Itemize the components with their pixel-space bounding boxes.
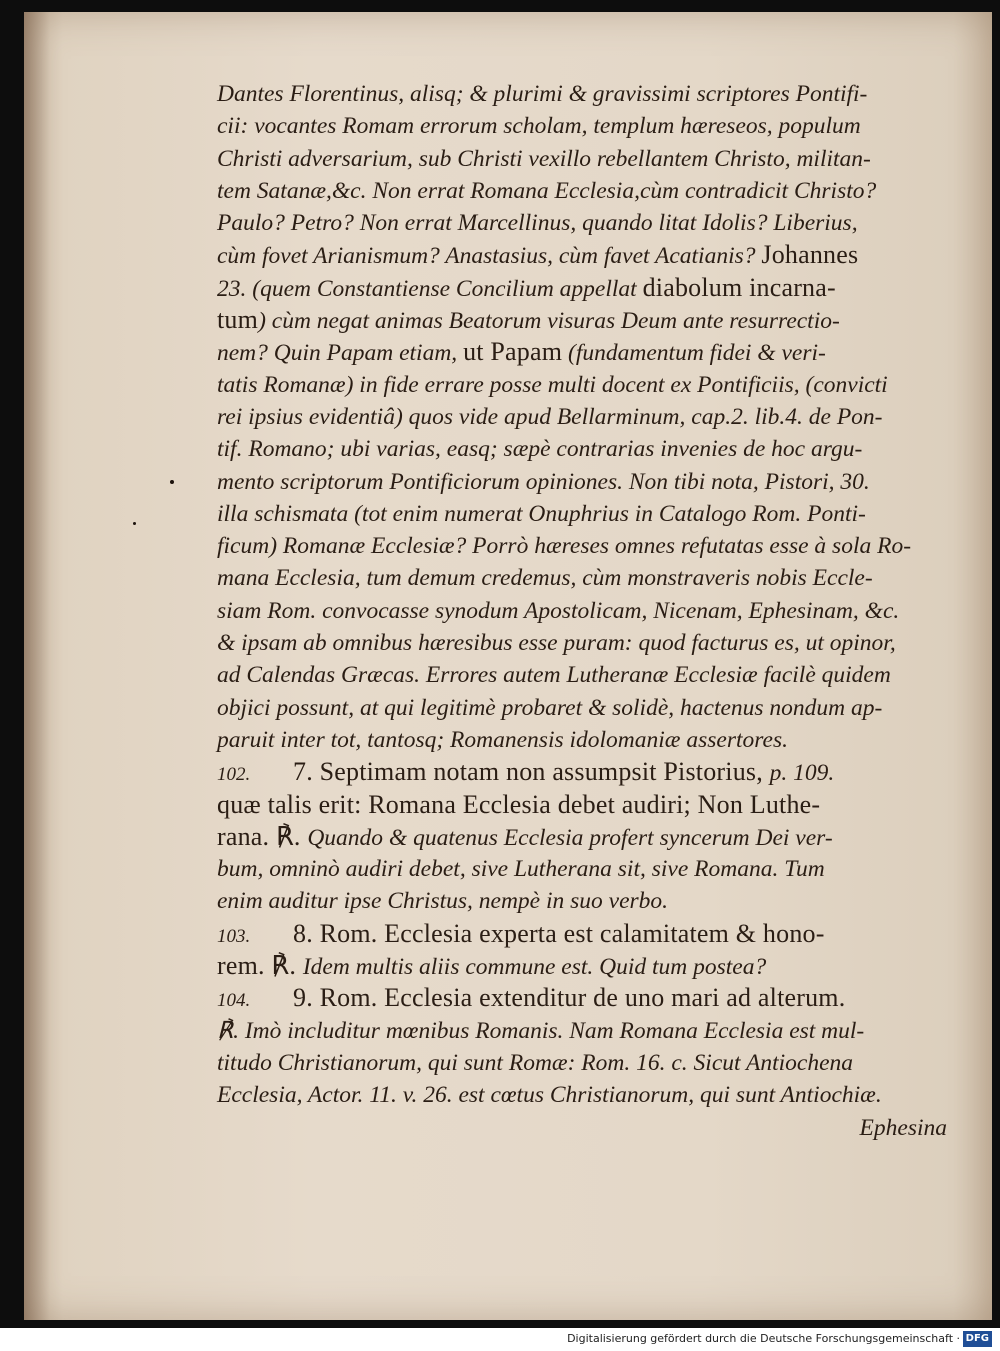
italic-text: ficum) Romanæ Ecclesiæ? Porrò hæreses omnes refutatas esse à sola Ro- <box>217 533 912 560</box>
paragraph-number: 102. <box>217 764 251 786</box>
italic-text: ℟. Imò includitur mœnibus Romanis. Nam Romana Ecclesia est mul- <box>217 1017 865 1044</box>
text-line <box>217 466 947 498</box>
text-line <box>217 659 947 691</box>
italic-text: Christi adversarium, sub Christi vexillo rebellantem Christo, militan- <box>217 145 871 172</box>
italic-text: p. 109. <box>769 760 835 787</box>
italic-text: ad Calendas Græcas. Errores autem Lutheranæ Ecclesiæ facilè quidem <box>217 662 891 689</box>
italic-text: bum, omninò audiri debet, sive Lutherana sit, sive Romana. Tum <box>217 856 825 883</box>
italic-text: cùm fovet Arianismum? Anastasius, cùm favet Acatianis? <box>217 243 762 270</box>
text-line <box>217 143 947 175</box>
italic-text: siam Rom. convocasse synodum Apostolicam, Nicenam, Ephesinam, &c. <box>217 597 900 624</box>
text-line <box>217 885 947 917</box>
roman-text: quæ talis erit: Romana Ecclesia debet audiri; Non Luthe- <box>217 789 821 819</box>
text-line <box>217 692 947 724</box>
ink-speck <box>170 480 174 484</box>
text-line <box>217 918 947 950</box>
text-line <box>217 304 947 336</box>
paragraph-number: 104. <box>217 990 251 1012</box>
text-line <box>217 1079 947 1111</box>
text-line <box>217 369 947 401</box>
italic-text: cii: vocantes Romam errorum scholam, templum hæreseos, populum <box>217 113 861 140</box>
italic-text: (fundamentum fidei & veri- <box>562 340 826 367</box>
paragraph-number: 103. <box>217 925 251 947</box>
italic-text: Paulo? Petro? Non errat Marcellinus, quando litat Idolis? Liberius, <box>217 210 858 237</box>
roman-text: ut Papam <box>463 337 563 367</box>
italic-text: mento scriptorum Pontificiorum opiniones. Non tibi nota, Pistori, 30. <box>217 468 870 495</box>
footer-credit: Digitalisierung gefördert durch die Deutsche Forschungsgemeinschaft · <box>567 1332 960 1345</box>
italic-text: tatis Romanæ) in fide errare posse multi docent ex Pontificiis, (convicti <box>217 371 888 398</box>
roman-text: 9. Rom. Ecclesia extenditur de uno mari ad alterum. <box>293 983 846 1013</box>
text-line <box>217 1047 947 1079</box>
roman-text: 8. Rom. Ecclesia experta est calamitatem & hono- <box>293 918 825 948</box>
roman-text: diabolum incarna- <box>642 272 836 302</box>
italic-text: & ipsam ab omnibus hæresibus esse puram: quod facturus es, ut opinor, <box>217 630 896 657</box>
text-line <box>217 950 947 982</box>
text-line <box>217 853 947 885</box>
italic-text: objici possunt, at qui legitimè probaret & solidè, hactenus nondum ap- <box>217 694 883 721</box>
italic-text: titudo Christianorum, qui sunt Romæ: Rom. 16. c. Sicut Antiochena <box>217 1049 854 1076</box>
italic-text: 23. (quem Constantiense Concilium appellat <box>217 275 643 302</box>
text-line <box>217 433 947 465</box>
text-line <box>217 627 947 659</box>
page-text <box>217 78 947 1144</box>
italic-text: tem Satanæ,&c. Non errat Romana Ecclesia,cùm contradicit Christo? <box>217 177 877 204</box>
text-line <box>217 1015 947 1047</box>
italic-text: Dantes Florentinus, alisq; & plurimi & gravissimi scriptores Pontifi- <box>217 81 868 107</box>
roman-text: Johannes <box>761 240 859 270</box>
text-line <box>217 724 947 756</box>
footer-bar <box>0 1328 1000 1351</box>
text-line <box>217 110 947 142</box>
catchword: Ephesina <box>859 1114 947 1141</box>
text-line <box>217 982 947 1014</box>
text-line <box>217 530 947 562</box>
text-line <box>217 498 947 530</box>
italic-text: tif. Romano; ubi varias, easq; sæpè contrarias invenies de hoc argu- <box>217 436 863 463</box>
roman-text: 7. Septimam notam non assumpsit Pistorius, <box>293 757 770 787</box>
roman-text: rana. ℟. <box>217 821 308 851</box>
text-line <box>217 756 947 788</box>
text-line <box>217 239 947 271</box>
italic-text: enim auditur ipse Christus, nempè in suo verbo. <box>217 888 669 915</box>
italic-text: mana Ecclesia, tum demum credemus, cùm monstraveris nobis Eccle- <box>217 565 873 592</box>
text-line <box>217 175 947 207</box>
ink-speck <box>133 522 136 525</box>
text-line <box>217 562 947 594</box>
italic-text: Quando & quatenus Ecclesia profert syncerum Dei ver- <box>307 824 833 851</box>
text-line <box>217 595 947 627</box>
roman-text: rem. ℟. <box>217 951 303 981</box>
text-line <box>217 821 947 853</box>
text-line <box>217 78 947 110</box>
text-line <box>217 336 947 368</box>
italic-text: ) cùm negat animas Beatorum visuras Deum ante resurrectio- <box>258 308 840 335</box>
spine-shadow <box>24 12 50 1320</box>
text-line <box>217 207 947 239</box>
italic-text: illa schismata (tot enim numerat Onuphrius in Catalogo Rom. Ponti- <box>217 500 866 527</box>
dfg-logo: DFG <box>963 1331 992 1347</box>
text-line <box>217 401 947 433</box>
italic-text: Ecclesia, Actor. 11. v. 26. est cœtus Christianorum, qui sunt Antiochiæ. <box>217 1082 882 1109</box>
italic-text: nem? Quin Papam etiam, <box>217 340 464 367</box>
roman-text: tum <box>217 305 259 335</box>
text-line <box>217 789 947 821</box>
italic-text: rei ipsius evidentiâ) quos vide apud Bellarminum, cap.2. lib.4. de Pon- <box>217 403 883 430</box>
italic-text: paruit inter tot, tantosq; Romanensis idolomaniæ assertores. <box>217 726 788 753</box>
text-line <box>217 272 947 304</box>
italic-text: Idem multis aliis commune est. Quid tum postea? <box>302 954 767 981</box>
